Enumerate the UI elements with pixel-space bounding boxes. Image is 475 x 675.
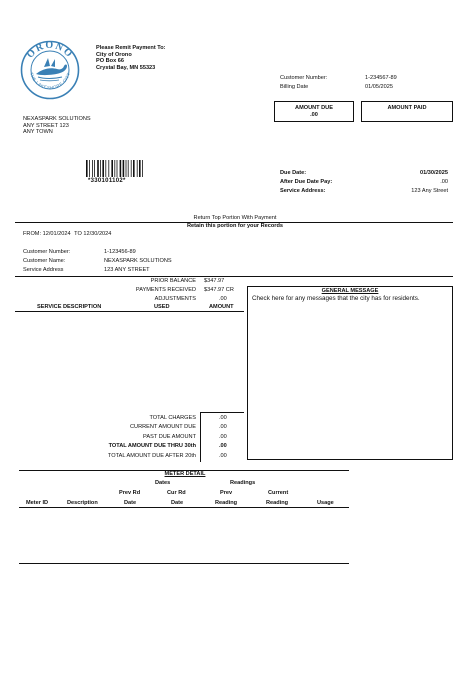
amount-paid-box[interactable] (361, 101, 453, 122)
return-text: Return Top Portion With Payment (193, 215, 277, 221)
total-due-thru-value: .00 (219, 443, 227, 449)
totals-top-line (200, 412, 244, 413)
service-address-label: Service Address: (280, 188, 326, 194)
mailing-address (23, 116, 91, 136)
col-current-reading: Reading (266, 500, 289, 506)
remit-heading: Please Remit Payment To: (96, 45, 166, 51)
customer-number-value-2: 1-123456-89 (104, 249, 136, 255)
period-to-label: TO (74, 231, 82, 237)
customer-number-value: 1-234567-89 (365, 75, 397, 81)
general-message-box (247, 286, 453, 460)
billing-period (23, 231, 111, 237)
meter-cur-rd: Cur Rd (167, 490, 186, 496)
total-due-after-value: .00 (219, 453, 227, 459)
customer-name-label: Customer Name: (23, 258, 66, 264)
logo-top-text: ORONO (24, 40, 76, 61)
current-amount-due-label: CURRENT AMOUNT DUE (130, 424, 196, 430)
general-message-body: Check here for any messages that the city has for residents. (252, 295, 420, 303)
period-from-date: 12/01/2024 (42, 231, 71, 237)
meter-dates-label: Dates (155, 480, 171, 486)
adjustments-label: ADJUSTMENTS (154, 296, 196, 302)
meter-header-line (19, 507, 349, 508)
meter-bottom-line (19, 563, 349, 564)
total-charges-label: TOTAL CHARGES (149, 415, 196, 421)
col-meter-id: Meter ID (26, 500, 49, 506)
svg-text:ORONO (25, 40, 75, 61)
barcode-icon (86, 160, 144, 177)
after-due-label: After Due Date Pay: (280, 179, 333, 185)
period-to-date: 12/30/2024 (83, 231, 112, 237)
past-due-amount-label: PAST DUE AMOUNT (143, 434, 196, 440)
remit-line: PO Box 66 (96, 58, 124, 65)
billing-date-value: 01/05/2025 (365, 84, 393, 90)
col-prev-reading: Reading (215, 500, 238, 506)
prior-balance-label: PRIOR BALANCE (150, 278, 196, 284)
service-address-value: 123 Any Street (411, 188, 448, 194)
service-address-label-2: Service Address (23, 267, 64, 273)
address-line: NEXASPARK SOLUTIONS (23, 116, 91, 122)
prior-balance-value: $347.97 (204, 278, 225, 284)
customer-number-label-2: Customer Number: (23, 249, 71, 255)
col-prev-date: Date (124, 500, 137, 506)
logo-bottom-text: THE LAKESHORE CITY (28, 71, 72, 91)
service-address-value-2: 123 ANY STREET (104, 267, 150, 273)
amount-due-label: AMOUNT DUE (295, 105, 333, 111)
current-amount-due-value: .00 (219, 424, 227, 430)
col-cur-date: Date (171, 500, 184, 506)
address-line: ANY STREET 123 (23, 122, 69, 129)
period-from-label: FROM: (23, 231, 42, 237)
meter-readings-label: Readings (230, 480, 256, 486)
meter-prev: Prev (220, 490, 233, 496)
customer-name-value: NEXASPARK SOLUTIONS (104, 258, 172, 264)
amount-due-value: .00 (310, 112, 318, 119)
meter-detail-title: METER DETAIL (164, 471, 206, 477)
meter-prev-rd: Prev Rd (119, 490, 141, 496)
totals-left-line (200, 412, 201, 462)
col-used: USED (154, 304, 170, 310)
table-header-line (15, 311, 244, 312)
amount-due-box (274, 101, 354, 122)
billing-date-label: Billing Date (280, 84, 309, 90)
adjustments-value: .00 (219, 296, 227, 302)
remit-line: City of Orono (96, 51, 132, 58)
col-meter-description: Description (67, 500, 98, 506)
total-due-thru-label: TOTAL AMOUNT DUE THRU 30th (108, 443, 196, 449)
section-divider (15, 276, 453, 277)
city-logo (20, 40, 80, 100)
col-amount: AMOUNT (209, 304, 234, 310)
retain-text: Retain this portion for your Records (186, 223, 284, 229)
barcode-text: *330101102* (88, 178, 126, 184)
remit-line: Crystal Bay, MN 55323 (96, 65, 156, 72)
general-message-title: GENERAL MESSAGE (321, 288, 379, 294)
payments-received-label: PAYMENTS RECEIVED (135, 287, 196, 293)
address-line: ANY TOWN (23, 129, 53, 136)
customer-number-label: Customer Number: (280, 75, 328, 81)
city-seal-icon (20, 40, 80, 100)
payments-received-value: $347.97 CR (204, 287, 234, 293)
col-service-description: SERVICE DESCRIPTION (37, 304, 102, 310)
total-charges-value: .00 (219, 415, 227, 421)
col-usage: Usage (317, 500, 334, 506)
due-date-label: Due Date: (280, 170, 307, 176)
past-due-amount-value: .00 (219, 434, 227, 440)
meter-current: Current (268, 490, 289, 496)
remit-to-block (96, 45, 166, 72)
due-date-value: 01/30/2025 (420, 170, 448, 176)
amount-paid-label: AMOUNT PAID (387, 105, 427, 111)
after-due-value: .00 (440, 179, 448, 185)
barcode (86, 160, 144, 177)
total-due-after-label: TOTAL AMOUNT DUE AFTER 20th (107, 453, 196, 459)
